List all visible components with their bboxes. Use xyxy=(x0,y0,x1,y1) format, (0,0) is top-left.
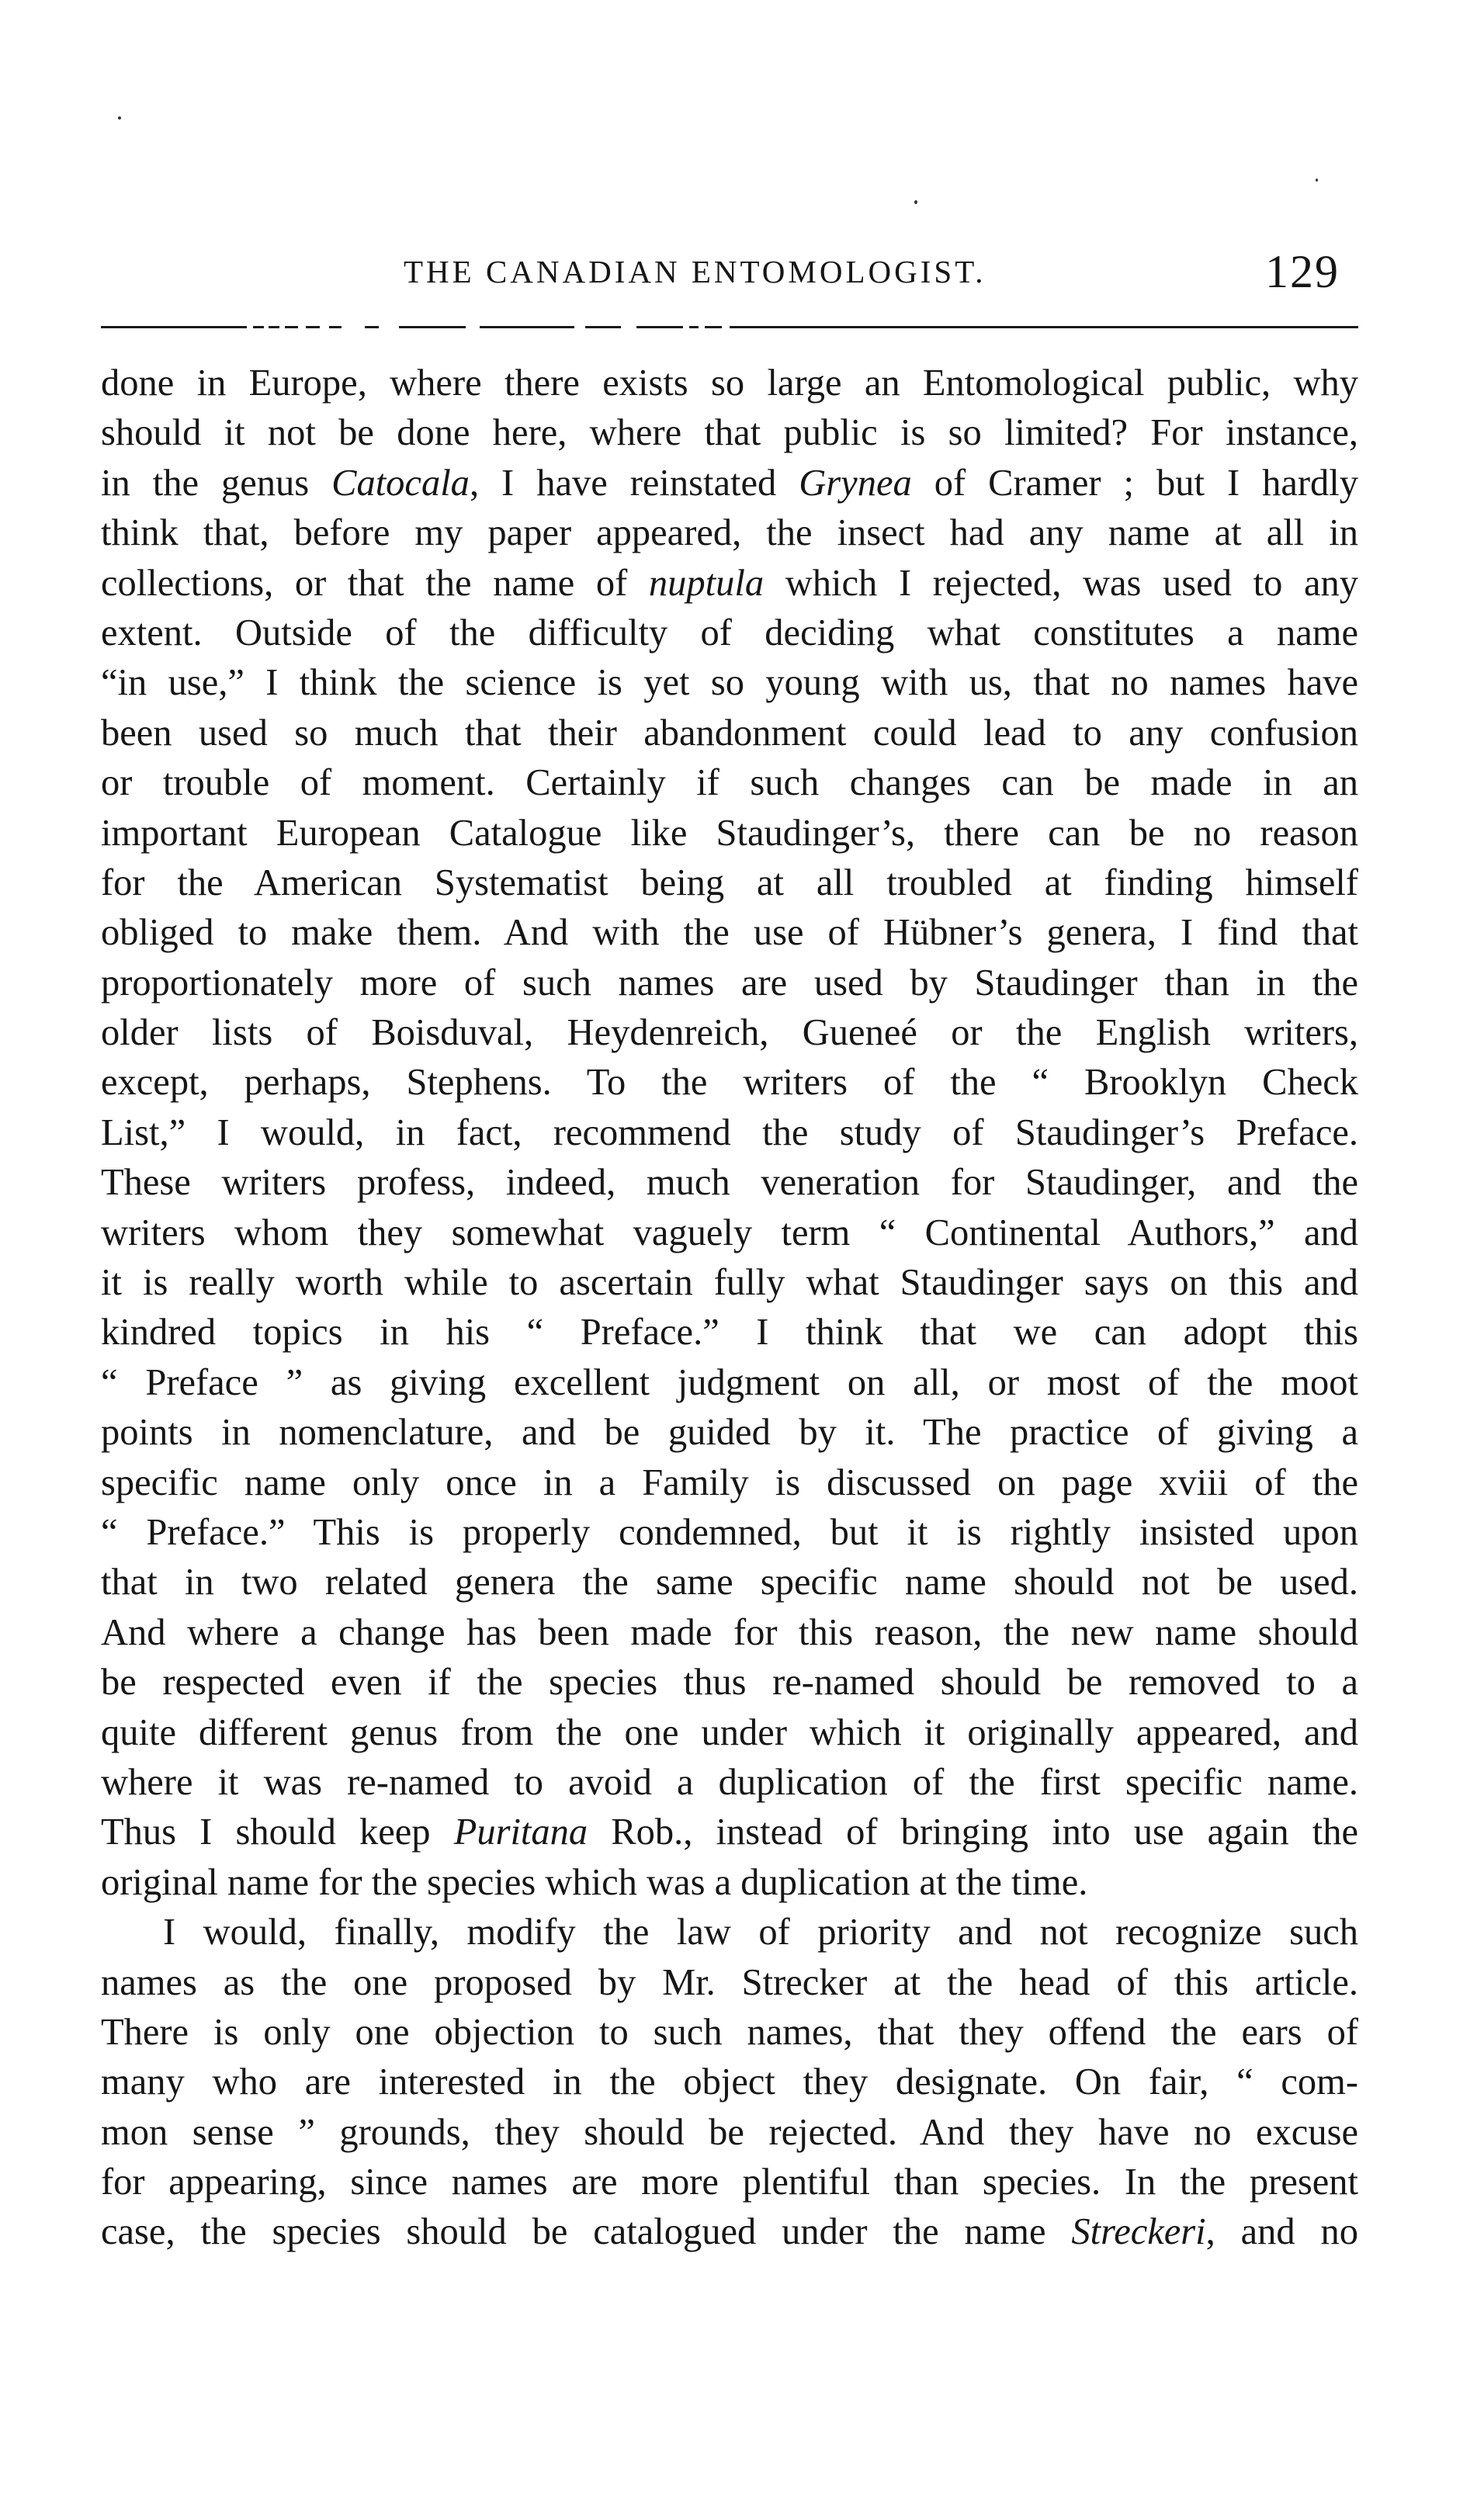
text-line: for appearing, since names are more plentiful than species. In the present xyxy=(101,2162,1358,2203)
page-number: 129 xyxy=(1265,246,1340,297)
text-line: extent. Outside of the difficulty of deciding what constitutes a name xyxy=(101,612,1358,653)
text-line: quite different genus from the one under which it originally appeared, and xyxy=(101,1711,1358,1753)
italic-term: Puritana xyxy=(453,1811,588,1853)
text-line: “in use,” I think the science is yet so young with us, that no names have xyxy=(101,662,1358,704)
text-line: points in nomenclature, and be guided by it. The practice of giving a xyxy=(101,1412,1358,1454)
text-line: writers whom they somewhat vaguely term “ Continental Authors,” and xyxy=(101,1212,1358,1253)
text-line: for the American Systematist being at all troubled at finding himself xyxy=(101,861,1358,903)
text-line: been used so much that their abandonment could lead to any confusion xyxy=(101,712,1358,754)
text-line: done in Europe, where there exists so large an Entomological public, why xyxy=(101,362,1358,404)
text-line: think that, before my paper appeared, the insect had any name at all in xyxy=(101,512,1358,554)
italic-term: Grynea xyxy=(799,462,912,504)
text-line: collections, or that the name of nuptula which I rejected, was used to any xyxy=(101,562,1358,604)
print-speck xyxy=(1316,179,1318,182)
text-line: proportionately more of such names are used by Staudinger than in the xyxy=(101,962,1358,1004)
text-line: where it was re-named to avoid a duplication of the first specific name. xyxy=(101,1761,1358,1803)
text-line: There is only one objection to such names, that they offend the ears of xyxy=(101,2011,1358,2053)
text-line: “ Preface.” This is properly condemned, but it is rightly insisted upon xyxy=(101,1511,1358,1553)
print-speck xyxy=(914,200,917,204)
page-header xyxy=(101,245,1358,307)
text-line: obliged to make them. And with the use of Hübner’s genera, I find that xyxy=(101,912,1358,954)
text-line: names as the one proposed by Mr. Strecker at the head of this article. xyxy=(101,1961,1358,2003)
text-line: be respected even if the species thus re-named should be removed to a xyxy=(101,1662,1358,1704)
text-line: Thus I should keep Puritana Rob., instead of bringing into use again the xyxy=(101,1811,1358,1853)
text-line: should it not be done here, where that public is so limited? For instance, xyxy=(101,412,1358,454)
text-line: mon sense ” grounds, they should be rejected. And they have no excuse xyxy=(101,2111,1358,2153)
text-line: These writers profess, indeed, much veneration for Staudinger, and the xyxy=(101,1162,1358,1204)
text-line: older lists of Boisduval, Heydenreich, Gueneé or the English writers, xyxy=(101,1012,1358,1054)
text-line: case, the species should be catalogued under the name Streckeri, and no xyxy=(101,2211,1358,2253)
text-line: And where a change has been made for this reason, the new name should xyxy=(101,1611,1358,1653)
text-line: or trouble of moment. Certainly if such changes can be made in an xyxy=(101,762,1358,804)
header-rule xyxy=(101,326,1358,328)
body-text xyxy=(101,359,1358,2258)
text-line: many who are interested in the object they designate. On fair, “ com- xyxy=(101,2061,1358,2103)
running-title: THE CANADIAN ENTOMOLOGIST. xyxy=(404,254,986,289)
print-speck xyxy=(118,116,121,120)
text-line: original name for the species which was a duplication at the time. xyxy=(101,1861,1088,1903)
text-line: specific name only once in a Family is discussed on page xviii of the xyxy=(101,1461,1358,1503)
text-line: important European Catalogue like Staudinger’s, there can be no reason xyxy=(101,812,1358,854)
text-line: in the genus Catocala, I have reinstated Grynea of Cramer ; but I hardly xyxy=(101,462,1358,504)
italic-term: nuptula xyxy=(648,562,765,604)
italic-term: Catocala xyxy=(331,462,470,504)
text-line: kindred topics in his “ Preface.” I think that we can adopt this xyxy=(101,1312,1358,1354)
text-line: “ Preface ” as giving excellent judgment on all, or most of the moot xyxy=(101,1361,1358,1403)
text-line: List,” I would, in fact, recommend the study of Staudinger’s Preface. xyxy=(101,1111,1358,1153)
text-line: it is really worth while to ascertain fully what Staudinger says on this and xyxy=(101,1262,1358,1304)
text-line: except, perhaps, Stephens. To the writers of the “ Brooklyn Check xyxy=(101,1062,1358,1104)
italic-term: Streckeri xyxy=(1071,2211,1206,2253)
text-line: that in two related genera the same specific name should not be used. xyxy=(101,1562,1358,1603)
text-line: I would, finally, modify the law of priority and not recognize such xyxy=(163,1912,1358,1954)
